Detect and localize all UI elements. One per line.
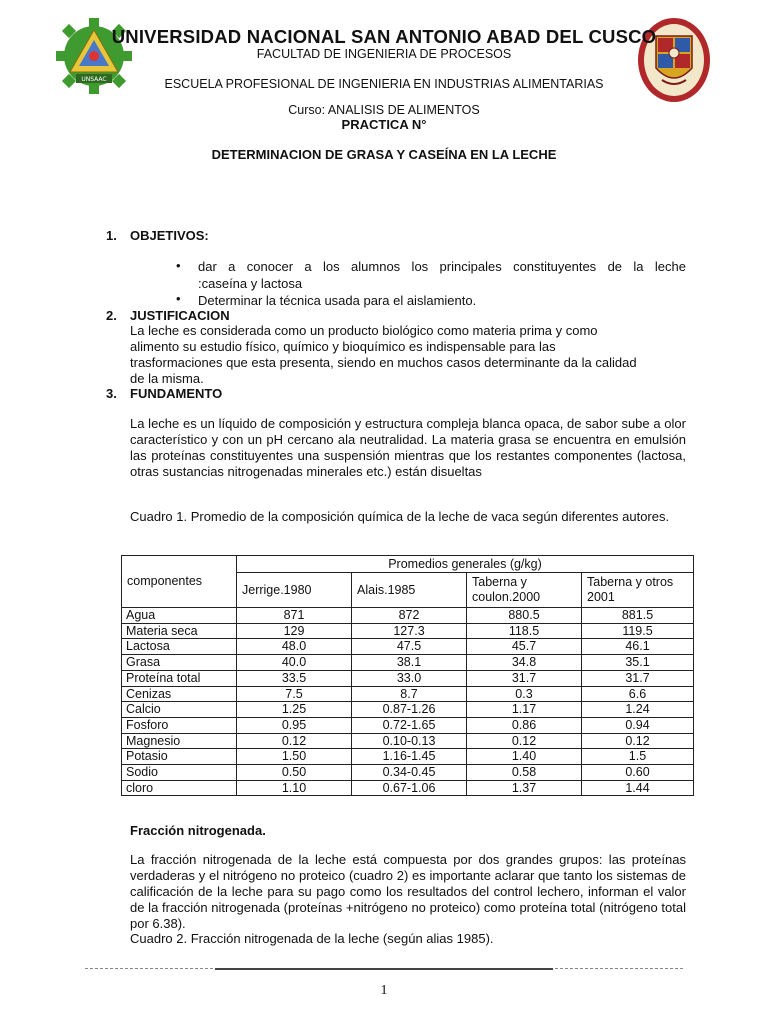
practice-number: PRACTICA N° xyxy=(341,117,427,132)
value-cell: 47.5 xyxy=(352,639,467,655)
value-cell: 6.6 xyxy=(582,686,694,702)
value-cell: 31.7 xyxy=(582,670,694,686)
value-cell: 7.5 xyxy=(237,686,352,702)
column-header: Taberna y otros 2001 xyxy=(582,573,694,608)
faculty-name: FACULTAD DE INGENIERIA DE PROCESOS xyxy=(256,47,512,61)
table-row xyxy=(122,623,694,639)
component-name-cell: Sodio xyxy=(122,765,237,781)
component-name-cell: Potasio xyxy=(122,749,237,765)
value-cell: 0.72-1.65 xyxy=(352,717,467,733)
column-header: Jerrige.1980 xyxy=(237,573,352,608)
value-cell: 0.12 xyxy=(582,733,694,749)
value-cell: 1.24 xyxy=(582,702,694,718)
value-cell: 0.94 xyxy=(582,717,694,733)
foundation-heading: 3. FUNDAMENTO xyxy=(106,386,223,401)
column-header: Taberna y coulon.2000 xyxy=(467,573,582,608)
table-row xyxy=(122,655,694,671)
table-row xyxy=(122,702,694,718)
value-cell: 46.1 xyxy=(582,639,694,655)
value-cell: 0.3 xyxy=(467,686,582,702)
university-title: UNIVERSIDAD NACIONAL SAN ANTONIO ABAD DEL CUSCO xyxy=(111,26,657,47)
value-cell: 0.95 xyxy=(237,717,352,733)
nitrogen-paragraph: La fracción nitrogenada de la leche está compuesta por dos grandes grupos: las proteínas verdaderas y el nitrógeno no proteico (cuadro 2) es importante aclarar que tanto los sistemas de calificación de la leche para su pago como los resultados del control lechero, informan el valor de la fracción nitrogenada (proteínas +nitrógeno no proteico) como proteína total (nitrógeno total por 6.38). xyxy=(130,852,686,931)
value-cell: 40.0 xyxy=(237,655,352,671)
table-row xyxy=(122,670,694,686)
table-row xyxy=(122,639,694,655)
value-cell: 872 xyxy=(352,608,467,624)
value-cell: 119.5 xyxy=(582,623,694,639)
component-name-cell: Cenizas xyxy=(122,686,237,702)
component-name-cell: Lactosa xyxy=(122,639,237,655)
component-name-cell: Materia seca xyxy=(122,623,237,639)
component-name-cell: Proteína total xyxy=(122,670,237,686)
value-cell: 0.12 xyxy=(467,733,582,749)
bullet-icon: • xyxy=(176,291,181,306)
objectives-heading: 1. OBJETIVOS: xyxy=(106,228,209,243)
value-cell: 31.7 xyxy=(467,670,582,686)
value-cell: 0.67-1.06 xyxy=(352,780,467,796)
value-cell: 0.60 xyxy=(582,765,694,781)
component-name-cell: Calcio xyxy=(122,702,237,718)
value-cell: 1.17 xyxy=(467,702,582,718)
footer-divider-solid xyxy=(215,968,553,970)
table-row xyxy=(122,780,694,796)
value-cell: 881.5 xyxy=(582,608,694,624)
value-cell: 0.10-0.13 xyxy=(352,733,467,749)
value-cell: 118.5 xyxy=(467,623,582,639)
practice-topic: DETERMINACION DE GRASA Y CASEÍNA EN LA LECHE xyxy=(211,147,557,162)
row-header-cell: componentes xyxy=(122,556,237,608)
value-cell: 1.37 xyxy=(467,780,582,796)
value-cell: 880.5 xyxy=(467,608,582,624)
table-row xyxy=(122,608,694,624)
value-cell: 48.0 xyxy=(237,639,352,655)
school-name: ESCUELA PROFESIONAL DE INGENIERIA EN INDUSTRIAS ALIMENTARIAS xyxy=(164,77,604,91)
value-cell: 33.0 xyxy=(352,670,467,686)
value-cell: 127.3 xyxy=(352,623,467,639)
value-cell: 35.1 xyxy=(582,655,694,671)
value-cell: 34.8 xyxy=(467,655,582,671)
component-name-cell: Magnesio xyxy=(122,733,237,749)
objective-1-line1: dar a conocer a los alumnos los principales constituyentes de la leche xyxy=(198,259,686,274)
value-cell: 1.5 xyxy=(582,749,694,765)
component-name-cell: cloro xyxy=(122,780,237,796)
value-cell: 1.25 xyxy=(237,702,352,718)
component-name-cell: Fosforo xyxy=(122,717,237,733)
composition-table xyxy=(121,555,694,796)
value-cell: 0.87-1.26 xyxy=(352,702,467,718)
page-number: 1 xyxy=(380,983,388,998)
justification-heading: 2. JUSTIFICACION xyxy=(106,308,230,323)
column-header: Alais.1985 xyxy=(352,573,467,608)
table-row xyxy=(122,717,694,733)
nitrogen-heading: Fracción nitrogenada. xyxy=(130,823,266,838)
value-cell: 0.12 xyxy=(237,733,352,749)
value-cell: 0.86 xyxy=(467,717,582,733)
value-cell: 8.7 xyxy=(352,686,467,702)
component-name-cell: Agua xyxy=(122,608,237,624)
table-row xyxy=(122,686,694,702)
value-cell: 33.5 xyxy=(237,670,352,686)
value-cell: 1.50 xyxy=(237,749,352,765)
value-cell: 1.16-1.45 xyxy=(352,749,467,765)
justification-text: La leche es considerada como un producto biológico como materia prima y como alimento su estudio físico, químico y bioquímico es indispensable para las trasformaciones que esta presenta, siendo en muchos casos determinante da la calidad de la misma. xyxy=(130,323,637,386)
component-name-cell: Grasa xyxy=(122,655,237,671)
value-cell: 0.34-0.45 xyxy=(352,765,467,781)
objective-1-line2: :caseína y lactosa xyxy=(198,276,303,291)
value-cell: 129 xyxy=(237,623,352,639)
value-cell: 38.1 xyxy=(352,655,467,671)
table-row xyxy=(122,749,694,765)
group-header-cell: Promedios generales (g/kg) xyxy=(237,556,694,573)
course-name: Curso: ANALISIS DE ALIMENTOS xyxy=(288,103,480,117)
value-cell: 1.44 xyxy=(582,780,694,796)
table-row xyxy=(122,733,694,749)
value-cell: 0.58 xyxy=(467,765,582,781)
value-cell: 1.10 xyxy=(237,780,352,796)
table-2-caption: Cuadro 2. Fracción nitrogenada de la leche (según alias 1985). xyxy=(130,931,494,946)
table-row xyxy=(122,765,694,781)
table-body xyxy=(122,608,694,796)
foundation-paragraph: La leche es un líquido de composición y estructura compleja blanca opaca, de sabor sube a olor característico y con un pH cercano ala neutralidad. La materia grasa se encuentra en emulsión las proteínas constituyentes una suspensión mientras que los restantes componentes (lactosa, otras sustancias nitrogenadas minerales etc.) están disueltas xyxy=(130,416,686,479)
value-cell: 1.40 xyxy=(467,749,582,765)
svg-text:UNSAAC: UNSAAC xyxy=(81,76,107,83)
bullet-icon: • xyxy=(176,258,181,273)
value-cell: 0.50 xyxy=(237,765,352,781)
objective-2: Determinar la técnica usada para el aislamiento. xyxy=(198,293,477,308)
value-cell: 45.7 xyxy=(467,639,582,655)
value-cell: 871 xyxy=(237,608,352,624)
table-1-caption: Cuadro 1. Promedio de la composición química de la leche de vaca según diferentes autores. xyxy=(130,509,670,524)
